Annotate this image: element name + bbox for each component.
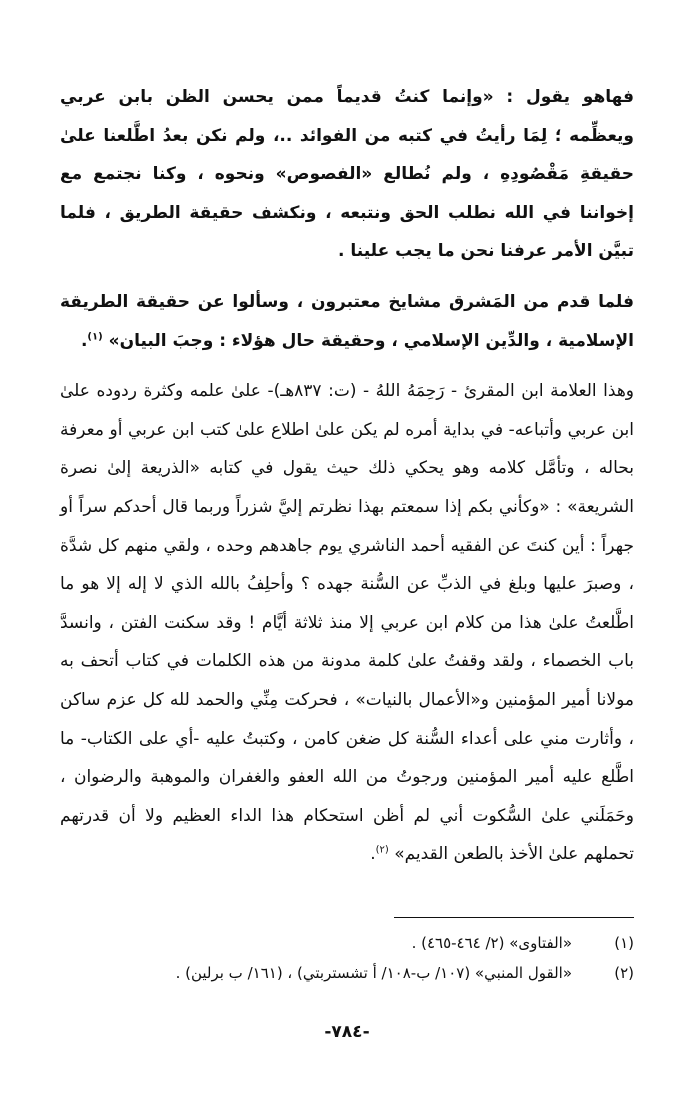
footnote-1 (60, 928, 634, 958)
footnote-ref-2[interactable]: (٢) (375, 844, 389, 856)
footnote-ref-1[interactable]: (١) (87, 330, 103, 342)
footnote-1-text: «الفتاوى» (٢/ ٤٦٤-٤٦٥) . (411, 934, 572, 952)
paragraph-1-text: فهاهو يقول : «وإنما كنتُ قديماً ممن يحسن الظن بابن عربي ويعظِّمه ؛ لِمَا رأيتُ في كتبه من الفوائد ..، ولم نكن بعدُ اطَّلعنا علىٰ حقيقةِ مَقْصُودِهِ ، ولم نُطالع «الفصوص» ونحوه ، وكنا نجتمع مع إخواننا في الله نطلب الحق ونتبعه ، ونكشف حقيقة الطريق ، فلما تبيَّن الأمر عرفنا نحن ما يجب علينا . (60, 87, 634, 262)
footnote-2-number: (٢) (614, 964, 634, 982)
paragraph-3 (60, 372, 634, 874)
paragraph-2-tail: . (80, 330, 88, 351)
page-number: -٧٨٤- (324, 1022, 370, 1042)
footnote-divider (394, 917, 634, 918)
footnote-2 (60, 958, 634, 988)
paragraph-1 (60, 78, 634, 271)
footnotes (60, 928, 634, 988)
footnote-2-text: «القول المنبي» (١٠٧/ ب-١٠٨/ أ تشستربتي) ، (١٦١/ ب برلين) . (175, 964, 572, 982)
footnote-1-number: (١) (614, 934, 634, 952)
paragraph-2 (60, 283, 634, 360)
paragraph-3-text: وهذا العلامة ابن المقرئ - رَحِمَهُ اللهُ - (ت: ٨٣٧هـ)- علىٰ علمه وكثرة ردوده علىٰ ابن عربي وأتباعه- في بداية أمره لم يكن علىٰ اطلاع علىٰ كتب ابن عربي أو معرفة بحاله ، وتأمَّل كلامه وهو يحكي ذلك حيث يقول في كتابه «الذريعة إلىٰ نصرة الشريعة» : «وكأني بكم إذا سمعتم بهذا نظرتم إليَّ شزراً وربما قال أحدكم سراً أو جهراً : أين كنتَ عن الفقيه أحمد الناشري يوم جاهدهم وحده ، ولقي منهم كل شدَّة ، وصبرَ عليها وبلغ في الذبِّ عن السُّنة جهده ؟ وأحلِفُ بالله الذي لا إله إلا هو ما اطَّلعتُ علىٰ هذا من كلام ابن عربي إلا منذ ثلاثة أيَّام ! وقد سكنت الفتن ، وانسدَّ باب الخصماء ، ولقد وقفتُ علىٰ كلمة مدونة من هذه الكلمات في كتاب أتحف به مولانا أمير المؤمنين و«الأعمال بالنيات» ، فحركت مِنِّي والحمد لله كل عزم ساكن ، وأثارت مني على أعداء السُّنة كل ضغن كامن ، وكتبتُ عليه -أي على الكتاب- ما اطَّلع عليه أمير المؤمنين ورجوتُ من الله العفو والغفران والموهبة والرضوان ، وحَمَلَني علىٰ السُّكوت أني لم أظن استحكام هذا الداء العظيم ولا أن قدرتهم تحملهم علىٰ الأخذ بالطعن القديم» (60, 381, 634, 865)
paragraph-3-tail: . (370, 844, 376, 865)
paragraph-2-text: فلما قدم من المَشرق مشايخ معتبرون ، وسألوا عن حقيقة الطريقة الإسلامية ، والدِّين الإسلامي ، وحقيقة حال هؤلاء : وجبَ البيان» (60, 291, 634, 351)
main-text (60, 78, 634, 874)
